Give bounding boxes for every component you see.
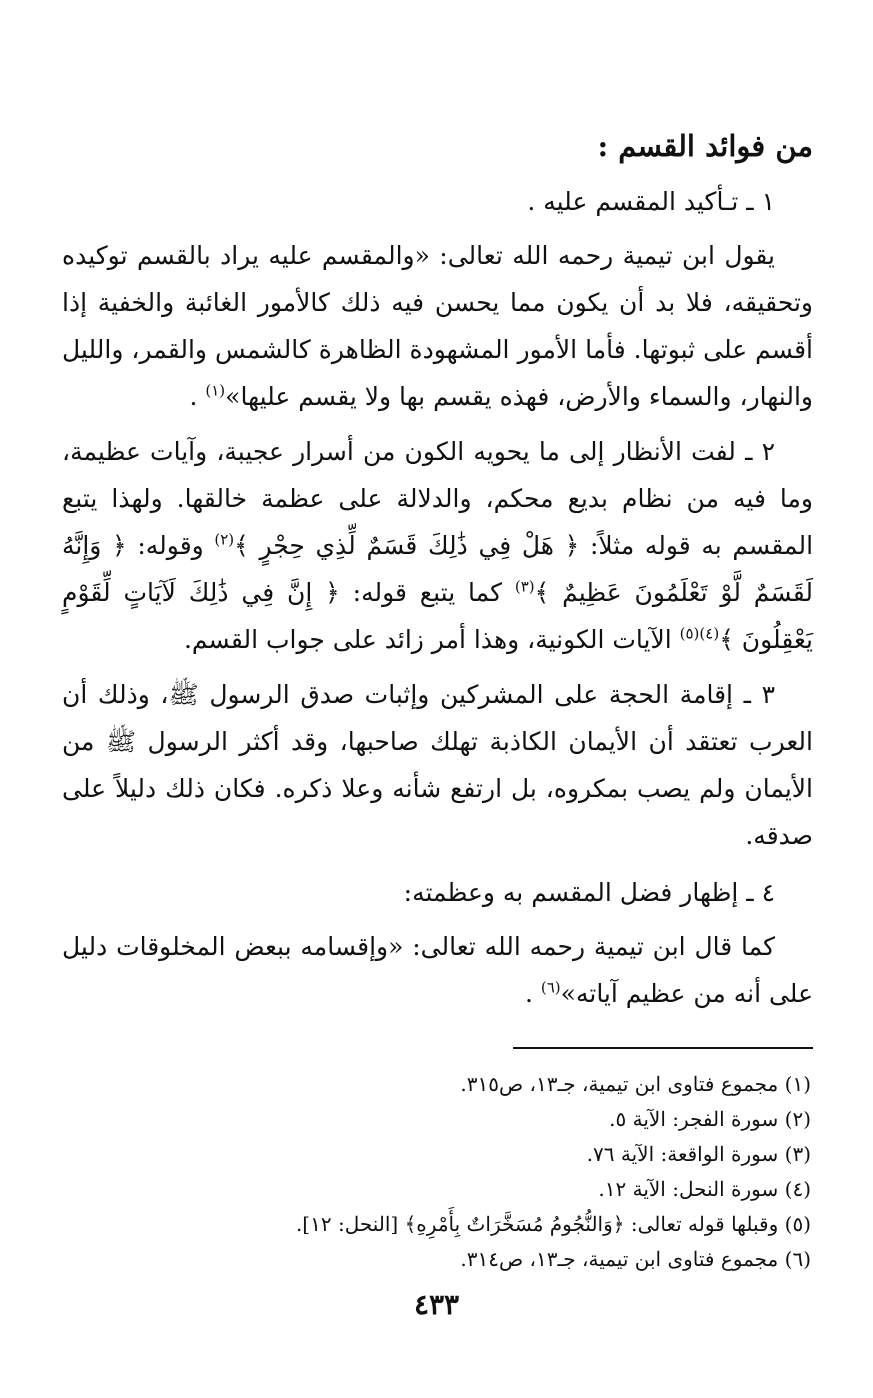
footnote-1: (١) مجموع فتاوى ابن تيمية، جـ١٣، ص٣١٥.	[460, 1072, 811, 1096]
point-2-text-d: الآيات الكونية، وهذا أمر زائد على جواب القسم.	[183, 625, 680, 654]
point-2-text-b: وقوله:	[126, 531, 215, 560]
point-2-paragraph	[62, 428, 813, 663]
footnote-3: (٣) سورة الواقعة: الآية ٧٦.	[586, 1142, 811, 1166]
footnote-ref-2[interactable]: (٢)	[214, 530, 235, 549]
footnote-separator	[513, 1047, 813, 1049]
quran-verse-nahl: ﴿ إِنَّ فِي ذَٰلِكَ لَآيَاتٍ لِّقَوْمٍ يَعْقِلُونَ ﴾	[62, 578, 813, 654]
footnote-4: (٤) سورة النحل: الآية ١٢.	[598, 1177, 811, 1201]
page-number: ٤٣٣	[413, 1288, 460, 1321]
point-4-title: ٤ ـ إظهار فضل المقسم به وعظمته:	[403, 878, 775, 907]
point-1-title: ١ ـ تـأكيد المقسم عليه .	[527, 187, 775, 216]
ibn-taymiyya-quote-2: كما قال ابن تيمية رحمه الله تعالى: «وإقسامه ببعض المخلوقات دليل على أنه من عظيم آياته»	[62, 932, 813, 1008]
point-4-paragraph	[62, 923, 813, 1017]
footnote-5: (٥) وقبلها قوله تعالى: ﴿وَالنُّجُومُ مُسَخَّرَاتٌ بِأَمْرِهِ﴾ [النحل: ١٢].	[295, 1212, 811, 1236]
ibn-taymiyya-quote-1: يقول ابن تيمية رحمه الله تعالى: «والمقسم عليه يراد بالقسم توكيده وتحقيقه، فلا بد أن يكون مما يحسن فيه ذلك كالأمور الغائبة والخفية إذا أقسم على ثبوتها. فأما الأمور المشهودة الظاهرة كالشمس والقمر، والليل والنهار، والسماء والأرض، فهذه يقسم بها ولا يقسم عليها»	[62, 241, 813, 411]
footnotes	[62, 1067, 813, 1277]
punctuation: .	[189, 382, 206, 411]
footnote-ref-4-5[interactable]: (٤)(٥)	[679, 624, 720, 643]
point-2-text-c: كما يتبع قوله:	[339, 578, 515, 607]
section-heading: من فوائد القسم :	[597, 129, 813, 163]
punctuation: .	[524, 979, 541, 1008]
quran-verse-fajr: ﴿ هَلْ فِي ذَٰلِكَ قَسَمٌ لِّذِي حِجْرٍ ﴾	[234, 531, 580, 560]
point-2-text-a: ٢ ـ لفت الأنظار إلى ما يحويه الكون من أسرار عجيبة، وآيات عظيمة، وما فيه من نظام بديع محكم، والدلالة على عظمة خالقها. ولهذا يتبع المقسم به قوله مثلاً:	[62, 437, 814, 560]
footnote-ref-1[interactable]: (١)	[205, 381, 226, 400]
point-1-paragraph	[62, 232, 813, 420]
footnote-2: (٢) سورة الفجر: الآية ٥.	[609, 1107, 811, 1131]
footnote-ref-6[interactable]: (٦)	[540, 978, 561, 997]
quran-verse-waqiah: ﴿ وَإِنَّهُ لَقَسَمٌ لَّوْ تَعْلَمُونَ عَظِيمٌ ﴾	[62, 531, 813, 607]
footnote-ref-3[interactable]: (٣)	[514, 577, 535, 596]
footnote-6: (٦) مجموع فتاوى ابن تيمية، جـ١٣، ص٣١٤.	[460, 1247, 811, 1271]
point-3-paragraph: ٣ ـ إقامة الحجة على المشركين وإثبات صدق الرسول ﷺ، وذلك أن العرب تعتقد أن الأيمان الكاذبة تهلك صاحبها، وقد أكثر الرسول ﷺ من الأيمان ولم يصب بمكروه، بل ارتفع شأنه وعلا ذكره. فكان ذلك دليلاً على صدقه.	[62, 680, 813, 850]
